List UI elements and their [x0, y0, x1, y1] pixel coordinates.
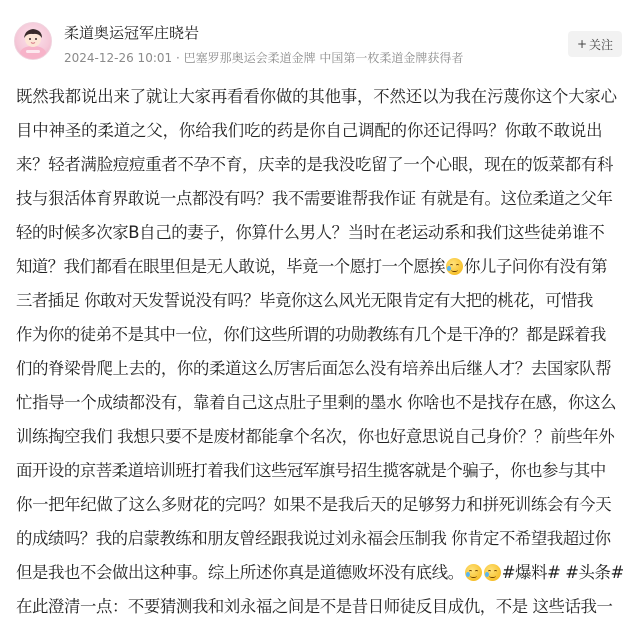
post-text-segment: 知道？我们都看在眼里但是无人敢说，毕竟一个愿打一个愿挨	[16, 257, 446, 276]
post-text-line: 技与狠活体育界敢说一点都没有吗？我不需要谁帮我作证 有就是有。这位柔道之父年	[16, 189, 613, 208]
post-text-line: 三者插足 你敢对天发誓说没有吗？毕竟你这么风光无限肯定有大把的桃花，可惜我	[16, 291, 593, 310]
tearful-smile-emoji-icon	[465, 564, 482, 581]
follow-label: 关注	[589, 37, 614, 52]
post-text-line: 既然我都说出来了就让大家再看看你做的其他事，不然还以为我在污蔑你这个大家心	[16, 87, 617, 106]
post-text-line: 们的脊梁骨爬上去的，你的柔道这么厉害后面怎么没有培养出后继人才？去国家队帮	[16, 359, 612, 378]
follow-button[interactable]	[568, 31, 622, 57]
post-body	[16, 80, 626, 624]
post-text-line: 轻的时候多次家B自己的妻子，你算什么男人？当时在老运动系和我们这些徒弟谁不	[16, 223, 605, 242]
post-text-line: 训练掏空我们 我想只要不是废材都能拿个名次，你也好意思说自己身价？？前些年外	[16, 427, 615, 446]
post-text-line: 面开设的京菩柔道培训班打着我们这些冠军旗号招生揽客就是个骗子，你也参与其中	[16, 461, 606, 480]
post-text-line: 忙指导一个成绩都没有，靠着自己这点肚子里剩的墨水 你啥也不是找存在感，你这么	[16, 393, 617, 412]
plus-icon: +	[576, 37, 588, 51]
post-text-segment: 你儿子问你有没有第	[464, 257, 608, 276]
post-text-line: 来？轻者满脸痘痘重者不孕不育，庆幸的是我没吃留了一个心眼，现在的饭菜都有科	[16, 155, 614, 174]
tearful-smile-emoji-icon	[446, 258, 463, 275]
post-text-segment: 但是我也不会做出这种事。综上所述你真是道德败坏没有底线。	[16, 563, 464, 582]
tearful-smile-emoji-icon	[484, 564, 501, 581]
post-text-line: 作为你的徒弟不是其中一位，你们这些所谓的功勋教练有几个是干净的？都是踩着我	[16, 325, 606, 344]
post-meta: 2024-12-26 10:01 · 巴塞罗那奥运会柔道金牌 中国第一枚柔道金牌获得者	[64, 51, 464, 65]
post-header	[0, 0, 636, 78]
post-text-line	[16, 556, 626, 590]
author-name[interactable]: 柔道奥运冠军庄晓岩	[64, 24, 200, 42]
post-text-line: 目中神圣的柔道之父，你给我们吃的药是你自己调配的你还记得吗？你敢不敢说出	[16, 121, 603, 140]
post-text-line: 的成绩吗？我的启蒙教练和朋友曾经跟我说过刘永福会压制我 你肯定不希望我超过你	[16, 529, 611, 548]
hashtag-links[interactable]: #爆料# #头条#	[501, 563, 624, 582]
post-text-line	[16, 250, 626, 284]
avatar-illustration-icon	[15, 23, 51, 59]
author-avatar[interactable]	[14, 22, 52, 60]
post-text-line: 在此澄清一点：不要猜测我和刘永福之间是不是昔日师徒反目成仇，不是 这些话我一	[16, 597, 613, 616]
post-text-line: 你一把年纪做了这么多财花的完吗？如果不是我后天的足够努力和拼死训练会有今天	[16, 495, 612, 514]
